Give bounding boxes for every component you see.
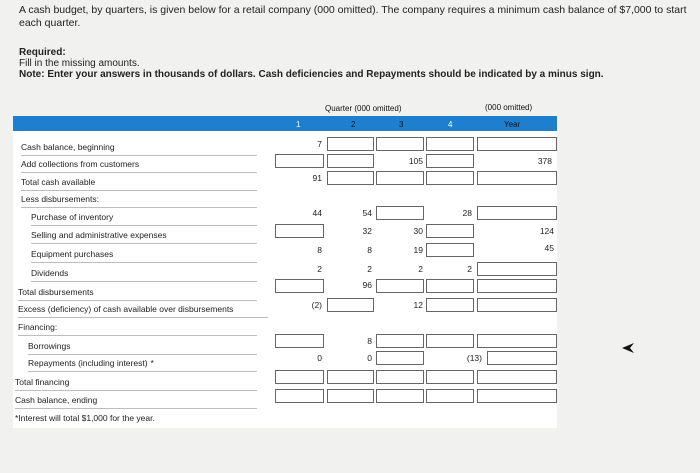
input-q2-excess[interactable]	[327, 298, 374, 312]
input-year-collections[interactable]	[477, 154, 557, 168]
input-year-total-available[interactable]	[477, 171, 557, 185]
row-equipment: Equipment purchases	[31, 245, 257, 263]
value: 96	[362, 280, 372, 290]
input-q4-total-financing[interactable]	[426, 370, 474, 384]
input-q2-borrowings[interactable]	[327, 334, 374, 348]
input-q4-dividends[interactable]	[426, 262, 474, 276]
value: 124	[539, 226, 554, 236]
input-q1-collections[interactable]	[275, 154, 324, 168]
input-year-equipment[interactable]	[477, 243, 557, 257]
input-q1-purchase[interactable]	[275, 206, 324, 220]
value: 91	[312, 173, 322, 183]
value: 19	[413, 245, 423, 255]
input-year-cash-end[interactable]	[477, 389, 557, 403]
value: 7	[317, 139, 322, 149]
input-q3-total-disb[interactable]	[376, 279, 424, 293]
input-q4-collections[interactable]	[426, 154, 474, 168]
input-q4-repay[interactable]	[426, 351, 484, 365]
value: 8	[317, 245, 322, 255]
input-q3-repay[interactable]	[376, 351, 424, 365]
instruction: Fill in the missing amounts.	[19, 58, 140, 69]
row-cash-beginning: Cash balance, beginning	[21, 138, 257, 156]
input-q3-total-financing[interactable]	[376, 370, 424, 384]
input-q1-total-disb[interactable]	[275, 279, 324, 293]
row-repayments	[28, 354, 257, 372]
row-collections: Add collections from customers	[21, 155, 257, 173]
input-q2-total-available[interactable]	[327, 171, 374, 185]
input-q2-cash-begin[interactable]	[327, 137, 374, 151]
input-q4-total-disb[interactable]	[426, 279, 474, 293]
input-q2-total-financing[interactable]	[327, 370, 374, 384]
input-q1-equipment[interactable]	[275, 243, 324, 257]
value: 2	[418, 264, 423, 274]
input-q1-cash-end[interactable]	[275, 389, 324, 403]
input-q1-selling[interactable]	[275, 224, 324, 238]
value: 28	[462, 208, 472, 218]
row-total-disbursements: Total disbursements	[18, 283, 257, 301]
requirements	[19, 47, 604, 80]
input-q2-cash-end[interactable]	[327, 389, 374, 403]
input-year-excess[interactable]	[477, 298, 557, 312]
input-q1-borrowings[interactable]	[275, 334, 324, 348]
value: 8	[367, 245, 372, 255]
note: Note: Enter your answers in thousands of dollars. Cash deficiencies and Repayments should be indicated by a minus sign.	[19, 69, 604, 80]
input-year-total-financing[interactable]	[477, 370, 557, 384]
row-total-financing: Total financing	[15, 373, 257, 391]
row-dividends: Dividends	[31, 264, 257, 282]
col-q1: 1	[296, 120, 301, 129]
year-header: (000 omitted)	[485, 103, 533, 112]
input-q3-selling[interactable]	[376, 224, 424, 238]
input-q2-equipment[interactable]	[327, 243, 374, 257]
value: 2	[317, 264, 322, 274]
col-q4: 4	[448, 120, 453, 129]
input-year-dividends[interactable]	[477, 262, 557, 276]
input-q3-dividends[interactable]	[376, 262, 424, 276]
footnote: *Interest will total $1,000 for the year.	[15, 413, 155, 423]
input-q4-cash-begin[interactable]	[426, 137, 474, 151]
col-q3: 3	[399, 120, 404, 129]
input-q1-excess[interactable]	[275, 298, 324, 312]
problem-intro: A cash budget, by quarters, is given below for a retail company (000 omitted). The company requires a minimum cash balance of $7,000 to start each quarter.	[19, 4, 687, 29]
input-q4-total-available[interactable]	[426, 171, 474, 185]
row-repayments-label: Repayments (including interest)	[28, 358, 148, 368]
col-q2: 2	[351, 120, 356, 129]
value: 2	[467, 264, 472, 274]
input-q3-borrowings[interactable]	[376, 334, 424, 348]
row-borrowings: Borrowings	[28, 337, 257, 355]
mouse-cursor-icon	[620, 340, 636, 356]
input-q1-repay[interactable]	[275, 351, 324, 365]
row-selling-admin: Selling and administrative expenses	[31, 226, 257, 244]
input-q1-total-financing[interactable]	[275, 370, 324, 384]
input-q4-purchase[interactable]	[426, 206, 474, 220]
col-year: Year	[504, 120, 521, 129]
input-q1-total-available[interactable]	[275, 171, 324, 185]
row-purchase-inventory: Purchase of inventory	[31, 208, 257, 226]
input-year-repay[interactable]	[487, 351, 557, 365]
input-q2-total-disb[interactable]	[327, 279, 374, 293]
value: 378	[537, 156, 552, 166]
input-q3-cash-end[interactable]	[376, 389, 424, 403]
quarter-header: Quarter (000 omitted)	[325, 104, 402, 113]
row-less-disbursements: Less disbursements:	[21, 190, 257, 208]
row-excess-deficiency: Excess (deficiency) of cash available over disbursements	[18, 300, 268, 318]
input-q3-collections[interactable]	[376, 154, 424, 168]
input-q1-cash-begin[interactable]	[275, 137, 324, 151]
input-q4-selling[interactable]	[426, 224, 474, 238]
value: 105	[408, 156, 423, 166]
row-financing: Financing:	[18, 318, 257, 336]
input-year-borrowings[interactable]	[477, 334, 557, 348]
input-q2-purchase[interactable]	[327, 206, 374, 220]
input-q3-equipment[interactable]	[376, 243, 424, 257]
input-year-purchase[interactable]	[477, 206, 557, 220]
input-q4-excess[interactable]	[426, 298, 474, 312]
value: 30	[413, 226, 423, 236]
input-q4-cash-end[interactable]	[426, 389, 474, 403]
input-q3-cash-begin[interactable]	[376, 137, 424, 151]
input-q1-dividends[interactable]	[275, 262, 324, 276]
input-q2-collections[interactable]	[327, 154, 374, 168]
value: 32	[362, 226, 372, 236]
value: (13)	[466, 353, 482, 363]
value: 8	[367, 336, 372, 346]
input-year-selling[interactable]	[477, 224, 557, 238]
input-q2-selling[interactable]	[327, 224, 374, 238]
row-total-available: Total cash available	[21, 173, 257, 191]
input-q3-purchase[interactable]	[376, 206, 424, 220]
value: 45	[544, 243, 554, 253]
value: (2)	[311, 300, 322, 310]
repayments-footnote-marker: *	[150, 358, 154, 368]
value: 0	[367, 353, 372, 363]
input-year-cash-begin[interactable]	[477, 137, 557, 151]
input-q3-excess[interactable]	[376, 298, 424, 312]
input-q4-equipment[interactable]	[426, 243, 474, 257]
value: 2	[367, 264, 372, 274]
value: 54	[362, 208, 372, 218]
input-year-total-disb[interactable]	[477, 279, 557, 293]
value: 12	[413, 300, 423, 310]
input-q3-total-available[interactable]	[376, 171, 424, 185]
input-q2-dividends[interactable]	[327, 262, 374, 276]
value: 44	[312, 208, 322, 218]
row-cash-ending: Cash balance, ending	[15, 391, 257, 409]
column-header-bar	[13, 116, 557, 131]
input-q2-repay[interactable]	[327, 351, 374, 365]
required-label: Required:	[19, 47, 66, 58]
input-q4-borrowings[interactable]	[426, 334, 474, 348]
value: 0	[317, 353, 322, 363]
